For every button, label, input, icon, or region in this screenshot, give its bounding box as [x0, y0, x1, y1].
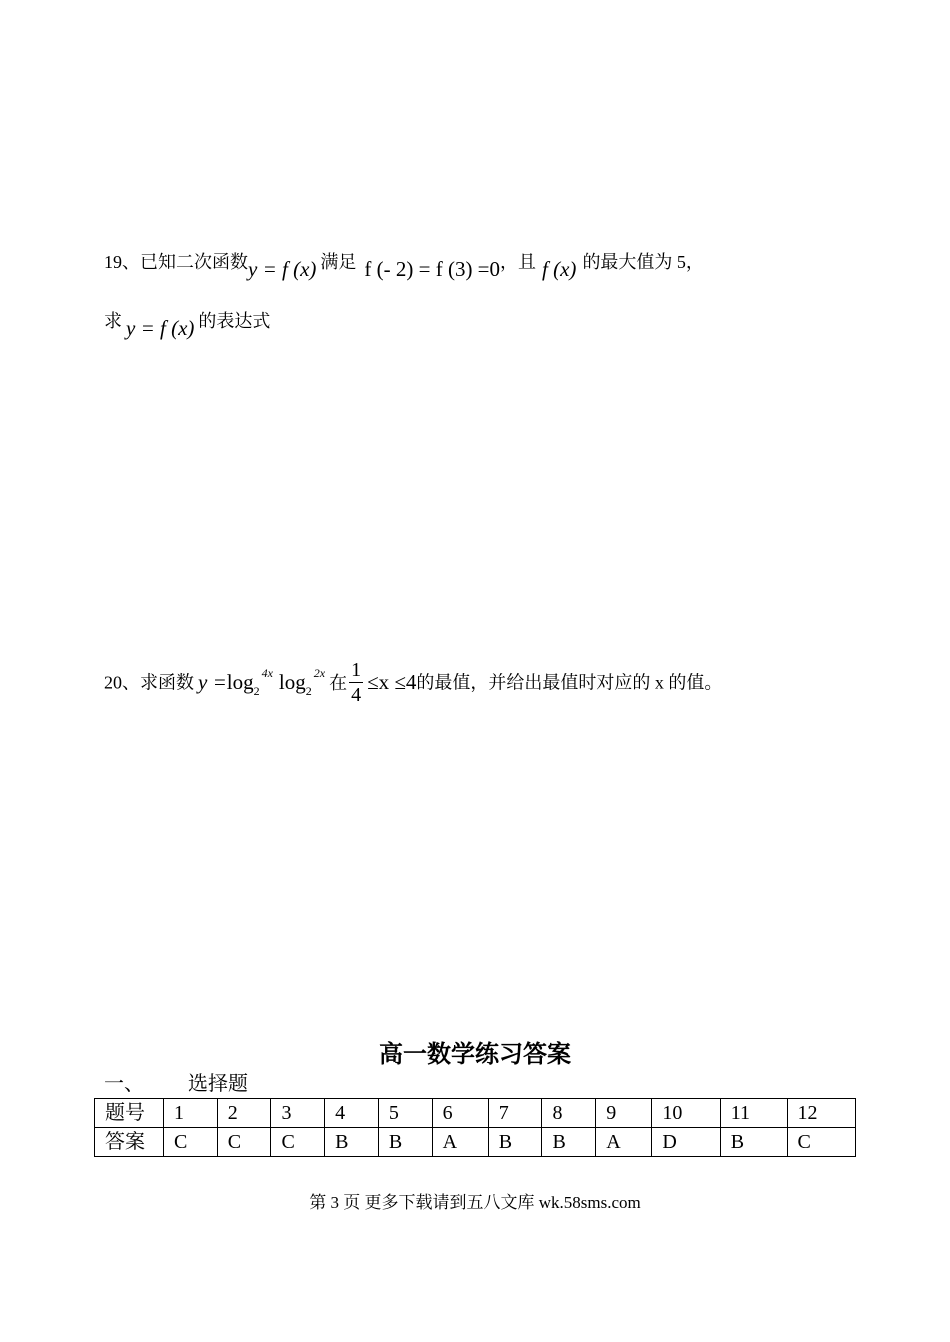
answer-cell: C — [164, 1128, 218, 1157]
answer-cell: B — [720, 1128, 787, 1157]
answer-cell: A — [432, 1128, 488, 1157]
header-label-cell: 题号 — [95, 1099, 164, 1128]
answer-cell: C — [217, 1128, 271, 1157]
q20-range: ≤x ≤4 — [367, 669, 417, 694]
question-number-cell: 11 — [720, 1099, 787, 1128]
question-number-cell: 2 — [217, 1099, 271, 1128]
section-number: 一、 — [104, 1073, 144, 1095]
answer-table — [94, 1098, 856, 1157]
answer-cell: C — [787, 1128, 855, 1157]
q20-line — [104, 660, 722, 709]
question-number-cell: 3 — [271, 1099, 325, 1128]
q19-satisfy: 满足 — [320, 252, 357, 272]
q19-intro: 已知二次函数 — [140, 252, 248, 272]
question-number-cell: 7 — [488, 1099, 542, 1128]
answer-cell: C — [271, 1128, 325, 1157]
q19-line1 — [104, 250, 704, 281]
answer-cell: B — [542, 1128, 596, 1157]
question-number-cell: 5 — [378, 1099, 432, 1128]
answer-table-answer-row — [95, 1128, 856, 1157]
q20-log1: $\log_2^{4x}$ — [226, 665, 273, 698]
q19-comma: ，且 — [500, 252, 537, 272]
answer-cell: B — [325, 1128, 379, 1157]
q20-y-eq: y = — [198, 669, 227, 694]
page-footer: 第 3 页 更多下载请到五八文库 wk.58sms.com — [309, 1193, 641, 1212]
q19-fx: f (x) — [542, 257, 577, 281]
q19-line2-prefix: 求 — [104, 311, 122, 331]
q20-fraction: $\frac{1}{4}$ — [351, 659, 362, 706]
question-number-cell: 10 — [652, 1099, 720, 1128]
q20-intro: 求函数 — [140, 672, 194, 693]
q20-log2: $\log_2^{2x}$ — [278, 665, 326, 698]
q19-condition: f (- 2) = f (3) =0 — [364, 257, 501, 281]
q19-max-text: 的最大值为 5， — [582, 252, 704, 272]
question-number-cell: 4 — [325, 1099, 379, 1128]
q19-line2-expr: y = f (x) — [126, 316, 195, 340]
question-number-cell: 12 — [787, 1099, 855, 1128]
section-label: 选择题 — [188, 1073, 248, 1095]
question-number-cell: 8 — [542, 1099, 596, 1128]
q20-zai: 在 — [329, 672, 348, 693]
q19-line2-suffix: 的表达式 — [198, 311, 271, 331]
answer-cell: B — [378, 1128, 432, 1157]
answer-cell: A — [596, 1128, 652, 1157]
question-number-cell: 6 — [432, 1099, 488, 1128]
question-number-cell: 1 — [164, 1099, 218, 1128]
answers-title: 高一数学练习答案 — [379, 1040, 571, 1068]
q20-tail: 的最值，并给出最值时对应的 x 的值。 — [416, 672, 723, 693]
q19-line2 — [104, 309, 271, 340]
q20-number: 20、 — [104, 672, 140, 693]
q19-expr-y-eq-fx: y = f (x) — [248, 257, 317, 281]
answer-cell: B — [488, 1128, 542, 1157]
answer-cell: D — [652, 1128, 720, 1157]
answer-table-header-row — [95, 1099, 856, 1128]
q19-number: 19、 — [104, 252, 140, 272]
question-number-cell: 9 — [596, 1099, 652, 1128]
section-heading — [104, 1072, 248, 1096]
answer-label-cell: 答案 — [95, 1128, 164, 1157]
